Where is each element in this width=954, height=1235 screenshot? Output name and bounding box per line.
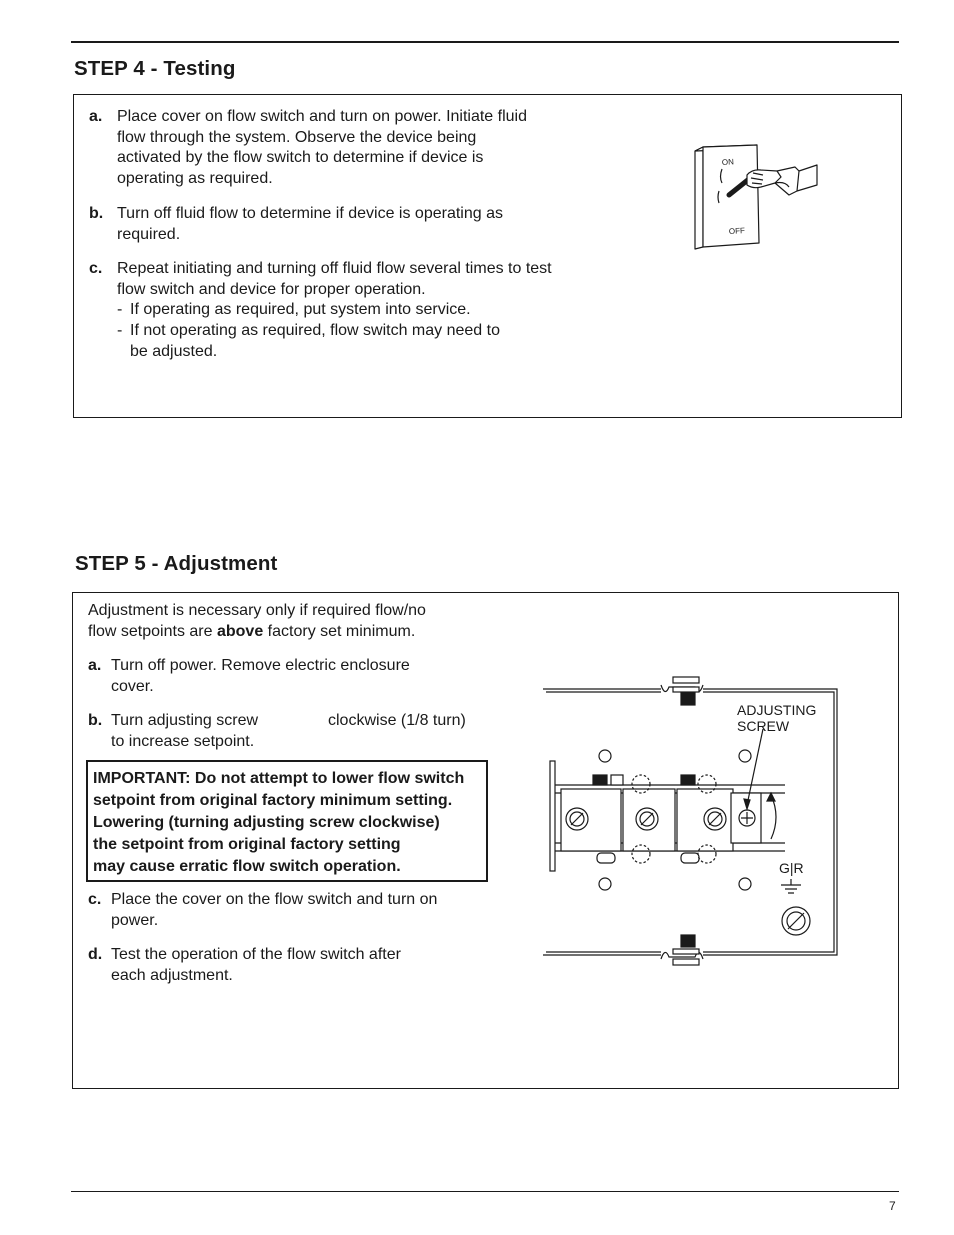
step4-sub2-dash: -: [117, 322, 123, 339]
step5-item-b-part3: to increase setpoint.: [111, 733, 255, 750]
step5-item-b-part1: Turn adjusting screw: [111, 712, 259, 729]
step5-item-a: [88, 656, 448, 697]
step5-intro-bold: above: [216, 622, 264, 640]
adjusting-screw-label-line-2: SCREW: [737, 718, 790, 734]
step4-item-a-text: Place cover on flow switch and turn on power. Initiate fluid flow through the system. Observe the device being activated by the flow switch to determine if device is operating as required.: [117, 108, 527, 187]
step5-intro-before: Adjustment is necessary only if required flow/no flow setpoints are: [88, 602, 426, 640]
step5-box: [72, 592, 899, 1089]
step5-item-b-label: b.: [88, 712, 103, 729]
step5-item-a-label: a.: [88, 657, 102, 674]
step4-box: [73, 94, 902, 418]
important-callout: [86, 760, 488, 882]
step5-intro-after: factory set minimum.: [267, 622, 416, 640]
step5-heading: STEP 5 - Adjustment: [75, 552, 278, 575]
terminal-label: G|R: [779, 860, 804, 876]
step4-item-b: [89, 204, 549, 245]
important-line-4: the setpoint from original factory setting: [93, 836, 401, 853]
adjusting-screw-label-line-1: ADJUSTING: [737, 702, 817, 718]
step5-item-c: [88, 890, 468, 931]
page-number: 7: [889, 1199, 896, 1213]
step4-item-c-sub2: [117, 321, 537, 362]
step4-item-a: [89, 107, 549, 189]
step5-intro: [88, 601, 453, 642]
power-switch-illustration: [689, 143, 839, 255]
step4-heading: STEP 4 - Testing: [74, 57, 236, 80]
important-line-5: may cause erratic flow switch operation.: [93, 858, 401, 875]
important-line-1: IMPORTANT: Do not attempt to lower flow switch: [93, 770, 465, 787]
step4-item-c-label: c.: [89, 260, 103, 277]
step5-item-d-text: Test the operation of the flow switch after each adjustment.: [111, 946, 401, 984]
step4-item-c-text: Repeat initiating and turning off fluid flow several times to test flow switch and device for proper operation.: [117, 260, 552, 298]
step4-sub1-text: If operating as required, put system into service.: [130, 301, 471, 318]
switch-off-label: OFF: [728, 226, 746, 236]
step5-item-c-text: Place the cover on the flow switch and turn on power.: [111, 891, 438, 929]
step5-item-b-part2: clockwise (1/8 turn): [328, 712, 466, 729]
step5-item-d: [88, 945, 448, 986]
step5-item-c-label: c.: [88, 891, 102, 908]
step4-sub2-text: If not operating as required, flow switch may need to be adjusted.: [130, 322, 500, 360]
flow-switch-adjustment-diagram: [535, 669, 847, 973]
step4-item-a-label: a.: [89, 108, 103, 125]
step4-item-b-label: b.: [89, 205, 104, 222]
step4-item-b-text: Turn off fluid flow to determine if device is operating as required.: [117, 205, 503, 243]
bottom-rule: [71, 1191, 899, 1192]
top-rule: [71, 41, 899, 43]
step5-item-b: [88, 711, 488, 753]
step5-item-a-text: Turn off power. Remove electric enclosure cover.: [111, 657, 410, 695]
important-line-2: setpoint from original factory minimum setting.: [93, 792, 453, 809]
important-line-3: Lowering (turning adjusting screw clockwise): [93, 814, 440, 831]
step5-item-d-label: d.: [88, 946, 103, 963]
step4-item-c: [89, 259, 569, 300]
step4-item-c-sub1: [117, 300, 537, 321]
step4-sub1-dash: -: [117, 301, 123, 318]
switch-on-label: ON: [721, 157, 735, 167]
